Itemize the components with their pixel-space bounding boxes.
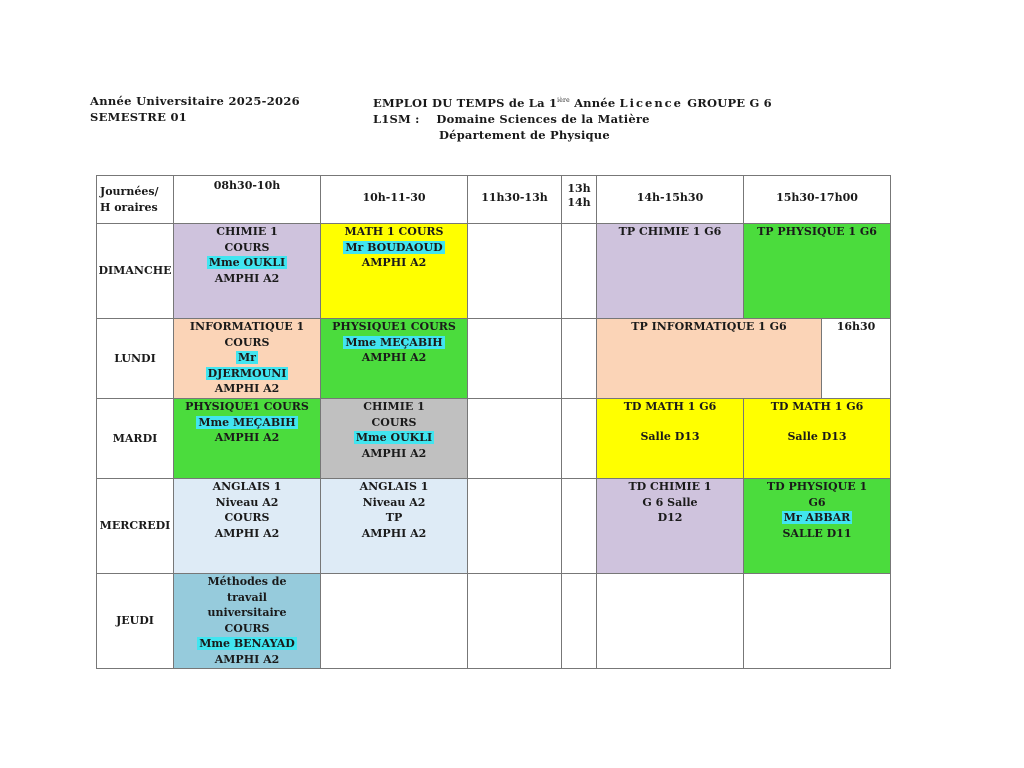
teacher-name: Mme OUKLI bbox=[355, 431, 433, 444]
row-mardi bbox=[97, 399, 891, 479]
col-header-2: 10h-11-30 bbox=[321, 176, 468, 224]
academic-year: Année Universitaire 2025-2026 bbox=[90, 94, 300, 108]
row-dimanche bbox=[97, 224, 891, 319]
col-header-3: 11h30-13h bbox=[468, 176, 562, 224]
row-jeudi bbox=[97, 574, 891, 669]
day-label: MARDI bbox=[97, 399, 174, 479]
empty-cell bbox=[468, 479, 562, 574]
course-cell: INFORMATIQUE 1 COURS Mr DJERMOUNI AMPHI A2 bbox=[174, 319, 321, 399]
teacher-name: Mme OUKLI bbox=[208, 256, 286, 269]
teacher-name: Mr BOUDAOUD bbox=[345, 240, 443, 254]
empty-cell bbox=[597, 574, 744, 669]
course-cell: MATH 1 COURS Mr BOUDAOUD AMPHI A2 bbox=[321, 224, 468, 319]
teacher-name: Mr bbox=[238, 351, 256, 364]
teacher-name: Mme MEÇABIH bbox=[198, 415, 296, 429]
teacher-name: Mme MEÇABIH bbox=[345, 335, 443, 349]
course-cell: TP CHIMIE 1 G6 bbox=[597, 224, 744, 319]
course-cell: Méthodes de travail universitaire COURS Mme BENAYAD AMPHI A2 bbox=[174, 574, 321, 669]
course-cell: CHIMIE 1 COURS Mme OUKLI AMPHI A2 bbox=[321, 399, 468, 479]
course-cell: TD PHYSIQUE 1 G6 Mr ABBAR SALLE D11 bbox=[744, 479, 891, 574]
teacher-name: DJERMOUNI bbox=[207, 366, 287, 380]
empty-cell bbox=[562, 399, 597, 479]
corner-cell: Journées/ H oraires bbox=[97, 176, 174, 224]
course-cell: TP INFORMATIQUE 1 G6 16h30 bbox=[597, 319, 891, 399]
end-time: 16h30 bbox=[822, 319, 890, 398]
semester: SEMESTRE 01 bbox=[90, 110, 188, 124]
course-cell: PHYSIQUE1 COURS Mme MEÇABIH AMPHI A2 bbox=[321, 319, 468, 399]
course-cell: TD MATH 1 G6 Salle D13 bbox=[597, 399, 744, 479]
domain-line: L1SM : Domaine Sciences de la Matière bbox=[373, 111, 650, 126]
course-cell: CHIMIE 1 COURS Mme OUKLI AMPHI A2 bbox=[174, 224, 321, 319]
col-header-5: 14h-15h30 bbox=[597, 176, 744, 224]
col-header-4: 13h 14h bbox=[562, 176, 597, 224]
empty-cell bbox=[744, 574, 891, 669]
day-label: LUNDI bbox=[97, 319, 174, 399]
timetable bbox=[96, 175, 891, 669]
empty-cell bbox=[321, 574, 468, 669]
course-cell: ANGLAIS 1 Niveau A2 TP AMPHI A2 bbox=[321, 479, 468, 574]
department-line: Département de Physique bbox=[439, 127, 610, 142]
timetable-title: EMPLOI DU TEMPS de La $1^{ière}$ Année Licence GROUPE G 6 bbox=[373, 95, 772, 110]
course-cell: TD MATH 1 G6 Salle D13 bbox=[744, 399, 891, 479]
empty-cell bbox=[468, 574, 562, 669]
day-label: JEUDI bbox=[97, 574, 174, 669]
empty-cell bbox=[562, 574, 597, 669]
empty-cell bbox=[468, 224, 562, 319]
empty-cell bbox=[468, 399, 562, 479]
header-left bbox=[90, 93, 300, 125]
course-cell: ANGLAIS 1 Niveau A2 COURS AMPHI A2 bbox=[174, 479, 321, 574]
empty-cell bbox=[562, 319, 597, 399]
day-label: DIMANCHE bbox=[97, 224, 174, 319]
row-lundi bbox=[97, 319, 891, 399]
empty-cell bbox=[562, 224, 597, 319]
empty-cell bbox=[562, 479, 597, 574]
teacher-name: Mme BENAYAD bbox=[199, 637, 295, 650]
course-cell: TD CHIMIE 1 G 6 Salle D12 bbox=[597, 479, 744, 574]
empty-cell bbox=[468, 319, 562, 399]
header-row bbox=[97, 176, 891, 224]
row-mercredi bbox=[97, 479, 891, 574]
day-label: MERCREDI bbox=[97, 479, 174, 574]
course-cell: PHYSIQUE1 COURS Mme MEÇABIH AMPHI A2 bbox=[174, 399, 321, 479]
col-header-6: 15h30-17h00 bbox=[744, 176, 891, 224]
header-title-block bbox=[373, 93, 772, 143]
course-cell: TP PHYSIQUE 1 G6 bbox=[744, 224, 891, 319]
teacher-name: Mr ABBAR bbox=[783, 511, 851, 524]
col-header-1: 08h30-10h bbox=[174, 176, 321, 224]
